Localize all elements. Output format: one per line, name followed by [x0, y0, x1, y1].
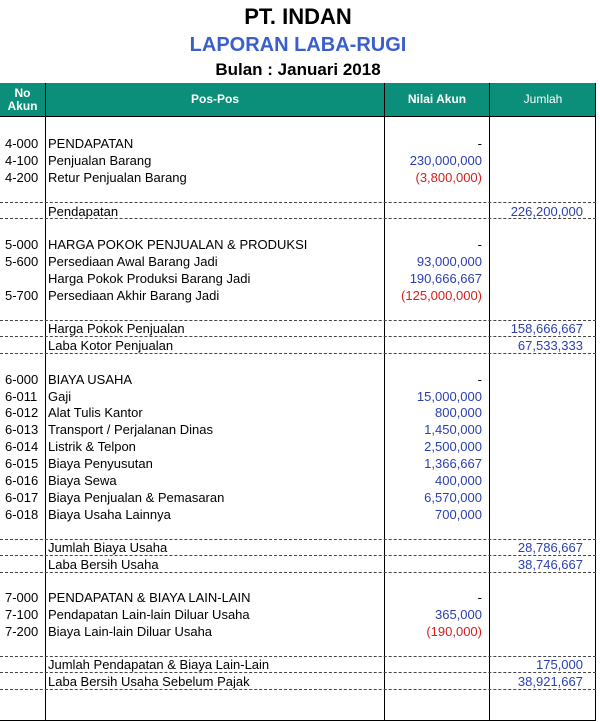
subtotal-value: 28,786,667 [517, 540, 583, 555]
column-header-nilai-akun: Nilai Akun [385, 83, 489, 116]
subtotal-value: 67,533,333 [517, 338, 583, 353]
account-number: 6-000 [5, 372, 39, 387]
account-number: 6-016 [5, 473, 39, 488]
table-row [0, 421, 596, 438]
account-number: 6-013 [5, 422, 39, 437]
table-row [0, 539, 596, 556]
account-number: 7-200 [5, 624, 39, 639]
account-number: 4-100 [5, 153, 39, 168]
account-label: Transport / Perjalanan Dinas [48, 422, 213, 437]
account-value: 400,000 [435, 473, 482, 488]
account-value: 365,000 [435, 607, 482, 622]
table-row [0, 388, 596, 405]
account-label: BIAYA USAHA [48, 372, 133, 387]
account-number: 5-700 [5, 288, 39, 303]
account-number: 6-018 [5, 507, 39, 522]
account-label: Biaya Usaha Lainnya [48, 507, 171, 522]
table-row [0, 656, 596, 673]
subtotal-label: Pendapatan [48, 204, 119, 219]
account-label: Penjualan Barang [48, 153, 152, 168]
account-number: 6-015 [5, 456, 39, 471]
account-number: 6-011 [5, 389, 38, 404]
table-row [0, 320, 596, 337]
table-row [0, 236, 596, 253]
account-label: Alat Tulis Kantor [48, 405, 143, 420]
account-label: Gaji [48, 389, 72, 404]
subtotal-value: 226,200,000 [510, 204, 583, 219]
account-number: 4-200 [5, 170, 39, 185]
account-value: 2,500,000 [424, 439, 482, 454]
subtotal-label: Jumlah Biaya Usaha [48, 540, 168, 555]
account-label: Biaya Penjualan & Pemasaran [48, 490, 225, 505]
subtotal-label: Jumlah Pendapatan & Biaya Lain-Lain [48, 657, 270, 672]
account-label: Persediaan Akhir Barang Jadi [48, 288, 220, 303]
account-value: 700,000 [435, 507, 482, 522]
table-bottom-rule [0, 720, 596, 721]
account-number: 5-000 [5, 237, 39, 252]
table-row [0, 623, 596, 640]
account-value: 230,000,000 [409, 153, 482, 168]
account-label: PENDAPATAN & BIAYA LAIN-LAIN [48, 590, 251, 605]
account-number: 7-100 [5, 607, 39, 622]
account-label: Persediaan Awal Barang Jadi [48, 254, 218, 269]
account-value: 190,666,667 [409, 271, 482, 286]
header-bottom-rule [0, 116, 596, 117]
table-row [0, 169, 596, 186]
account-label: Biaya Lain-lain Diluar Usaha [48, 624, 213, 639]
account-value: 1,450,000 [424, 422, 482, 437]
account-number: 5-600 [5, 254, 39, 269]
account-label: Pendapatan Lain-lain Diluar Usaha [48, 607, 250, 622]
table-row [0, 673, 596, 690]
account-value: 800,000 [435, 405, 482, 420]
table-row [0, 589, 596, 606]
account-value: 15,000,000 [416, 389, 482, 404]
account-number: 4-000 [5, 136, 39, 151]
subtotal-value: 175,000 [536, 657, 583, 672]
table-row [0, 506, 596, 523]
account-value: - [477, 136, 482, 151]
subtotal-value: 158,666,667 [510, 321, 583, 336]
table-row [0, 253, 596, 270]
account-number: 6-012 [5, 405, 39, 420]
company-name: PT. INDAN [244, 4, 352, 29]
subtotal-value: 38,746,667 [517, 557, 583, 572]
table-row [0, 606, 596, 623]
account-label: Listrik & Telpon [48, 439, 136, 454]
account-label: Biaya Penyusutan [48, 456, 153, 471]
account-label: HARGA POKOK PENJUALAN & PRODUKSI [48, 237, 308, 252]
report-period: Bulan : Januari 2018 [215, 60, 381, 79]
column-header-no-akun [0, 83, 45, 116]
table-row [0, 489, 596, 506]
account-value: (3,800,000) [415, 170, 482, 185]
column-header-no-akun-line2: Akun [7, 98, 38, 113]
table-row [0, 472, 596, 489]
account-value: (190,000) [426, 624, 482, 639]
account-value: - [477, 590, 482, 605]
column-header-pos-pos: Pos-Pos [46, 83, 384, 116]
account-label: Retur Penjualan Barang [48, 170, 187, 185]
subtotal-label: Laba Bersih Usaha Sebelum Pajak [48, 674, 250, 689]
subtotal-label: Laba Bersih Usaha [48, 557, 159, 572]
account-value: (125,000,000) [401, 288, 482, 303]
account-label: PENDAPATAN [48, 136, 134, 151]
account-value: 93,000,000 [416, 254, 482, 269]
column-header-jumlah: Jumlah [490, 83, 596, 116]
account-label: Harga Pokok Produksi Barang Jadi [48, 271, 251, 286]
account-value: - [477, 372, 482, 387]
account-value: - [477, 237, 482, 252]
account-number: 6-017 [5, 490, 39, 505]
table-row [0, 203, 596, 220]
subtotal-label: Laba Kotor Penjualan [48, 338, 174, 353]
subtotal-value: 38,921,667 [517, 674, 583, 689]
table-row [0, 135, 596, 152]
table-row [0, 152, 596, 169]
column-header-no-akun-line1: No [14, 85, 31, 100]
account-number: 7-000 [5, 590, 39, 605]
table-row [0, 404, 596, 421]
account-label: Biaya Sewa [48, 473, 117, 488]
table-row [0, 556, 596, 573]
table-row [0, 371, 596, 388]
subtotal-label: Harga Pokok Penjualan [48, 321, 185, 336]
report-title: LAPORAN LABA-RUGI [189, 34, 407, 56]
table-row [0, 438, 596, 455]
account-number: 6-014 [5, 439, 39, 454]
table-row [0, 287, 596, 304]
account-value: 1,366,667 [424, 456, 482, 471]
table-row [0, 270, 596, 287]
account-value: 6,570,000 [424, 490, 482, 505]
table-row [0, 337, 596, 354]
table-row [0, 455, 596, 472]
